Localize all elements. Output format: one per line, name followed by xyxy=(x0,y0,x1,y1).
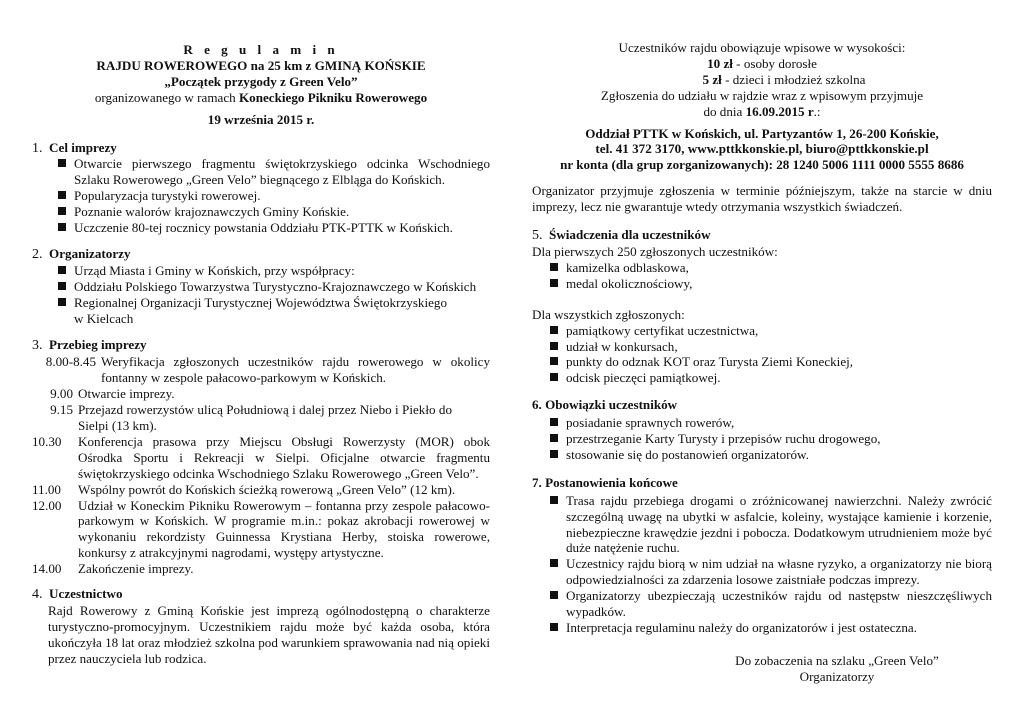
square-bullet-icon xyxy=(550,450,558,458)
list-item: Uczczenie 80-tej rocznicy powstania Oddziału PTK-PTTK w Końskich. xyxy=(58,220,490,236)
schedule-text: Przejazd rowerzystów ulicą Południową i dalej przez Niebo i Piekło do Sielpi (13 km). xyxy=(78,402,452,434)
left-column xyxy=(32,0,490,667)
list-item: Organizatorzy ubezpieczają uczestników rajdu od następstw nieszczęśliwych wypadków. xyxy=(550,588,992,620)
section-1 xyxy=(32,140,490,236)
closing-signature: Organizatorzy xyxy=(799,668,875,684)
list-item: Trasa rajdu przebiega drogami o zróżnicowanej nawierzchni. Należy zwrócić szczególną uwagę na ubytki w asfalcie, koleiny, wystające kamienie i korzenie, niebezpieczne krawędzie jezdni i pobocza. Dodatkowym utrudnieniem może być duże natężenie ruchu. xyxy=(550,493,992,557)
schedule-time: 9.00 xyxy=(50,386,73,402)
square-bullet-icon xyxy=(550,326,558,334)
fee-adult-label: - osoby dorosłe xyxy=(732,55,817,71)
closing-line-1: Do zobaczenia na szlaku „Green Velo” xyxy=(735,652,939,668)
list-item: kamizelka odblaskowa, xyxy=(550,260,992,276)
square-bullet-icon xyxy=(550,342,558,350)
schedule-text: Zakończenie imprezy. xyxy=(78,561,194,577)
square-bullet-icon xyxy=(58,223,66,231)
square-bullet-icon xyxy=(58,298,66,306)
schedule-time: 14.00 xyxy=(32,561,62,577)
section-5-title: Świadczenia dla uczestników xyxy=(549,227,711,243)
all-participants-intro: Dla wszystkich zgłoszonych: xyxy=(532,306,685,322)
list-item: przestrzeganie Karty Turysty i przepisów ruchu drogowego, xyxy=(550,431,992,447)
square-bullet-icon xyxy=(58,282,66,290)
list-item: stosowanie się do postanowień organizatorów. xyxy=(550,447,992,463)
square-bullet-icon xyxy=(550,623,558,631)
fee-child-label: - dzieci i młodzież szkolna xyxy=(721,71,866,87)
list-item: Regionalnej Organizacji Turystycznej Województwa Świętokrzyskiego xyxy=(58,295,490,311)
section-3-number: 3. xyxy=(32,337,43,353)
section-3-title: Przebieg imprezy xyxy=(49,336,147,352)
schedule-row xyxy=(32,386,490,402)
header-line-3-bold: Koneckiego Pikniku Rowerowego xyxy=(238,89,428,105)
section-5 xyxy=(532,227,992,386)
registration-line-2: do dnia 16.09.2015 r.: xyxy=(703,103,821,119)
square-bullet-icon xyxy=(58,266,66,274)
section-2-heading xyxy=(32,246,490,263)
section-5-heading xyxy=(532,227,992,244)
schedule-row xyxy=(32,354,490,386)
section-2 xyxy=(32,246,490,327)
office-contact: tel. 41 372 3170, www.pttkkonskie.pl, biuro@pttkkonskie.pl xyxy=(595,141,929,157)
fees-block xyxy=(532,40,992,173)
closing xyxy=(532,653,992,685)
fee-adult xyxy=(532,56,992,72)
header-line-1: RAJDU ROWEROWEGO na 25 km z GMINĄ KOŃSKIE xyxy=(96,57,426,73)
section-2-number: 2. xyxy=(32,246,43,262)
schedule-time: 8.00-8.45 xyxy=(45,354,96,370)
section-1-title: Cel imprezy xyxy=(49,139,117,155)
list-item: posiadanie sprawnych rowerów, xyxy=(550,415,992,431)
section-3-heading xyxy=(32,337,490,354)
schedule-text: Wspólny powrót do Końskich ścieżką rowerową „Green Velo” (12 km). xyxy=(78,481,456,497)
registration-line-1: Zgłoszenia do udziału w rajdzie wraz z wpisowym przyjmuje xyxy=(600,87,924,103)
square-bullet-icon xyxy=(550,559,558,567)
list-item: Interpretacja regulaminu należy do organizatorów i jest ostateczna. xyxy=(550,620,992,636)
square-bullet-icon xyxy=(550,496,558,504)
section-4-title: Uczestnictwo xyxy=(49,586,123,602)
header-line-3-prefix: organizowanego w ramach xyxy=(94,89,239,105)
header-line-3 xyxy=(32,90,490,106)
schedule-text: Konferencja prasowa przy Miejscu Obsługi Rowerzysty (MOR) obok Ośrodka Sportu i Rekreacji w Sielpi. Oficjalne otwarcie fragmentu świętokrzyskiego odcinka Wschodniego Szlaku Rowerowego „Green Velo”. xyxy=(78,433,490,481)
schedule-time: 12.00 xyxy=(32,497,62,513)
fees-intro: Uczestników rajdu obowiązuje wpisowe w wysokości: xyxy=(618,40,906,55)
section-4-text: Rajd Rowerowy z Gminą Końskie jest imprezą ogólnodostępną o charakterze turystyczno-promocyjnym. Uczestnikiem rajdu może być każda osoba, która ukończyła 18 lat oraz młodzież szkolna pod warunkiem sprawowania nad nią opieki przez nauczyciela lub rodzica. xyxy=(48,603,490,666)
square-bullet-icon xyxy=(550,418,558,426)
fee-adult-amount: 10 zł xyxy=(707,55,733,71)
late-registration-note: Organizator przyjmuje zgłoszenia w terminie późniejszym, także na starcie w dniu imprezy, lecz nie gwarantuje wtedy otrzymania wszystkich świadczeń. xyxy=(532,183,992,215)
schedule-time: 9.15 xyxy=(50,402,73,418)
section-7 xyxy=(532,475,992,636)
header-line-2: „Początek przygody z Green Velo” xyxy=(164,73,358,89)
list-item: Oddziału Polskiego Towarzystwa Turystyczno-Krajoznawczego w Końskich xyxy=(58,279,490,295)
schedule-row xyxy=(32,482,490,498)
square-bullet-icon xyxy=(550,434,558,442)
document-title: R e g u l a m i n xyxy=(183,42,339,57)
list-item: udział w konkursach, xyxy=(550,339,992,355)
square-bullet-icon xyxy=(58,191,66,199)
list-item: pamiątkowy certyfikat uczestnictwa, xyxy=(550,323,992,339)
list-item: punkty do odznak KOT oraz Turysta Ziemi Koneckiej, xyxy=(550,354,992,370)
square-bullet-icon xyxy=(550,373,558,381)
section-5-number: 5. xyxy=(532,228,543,244)
list-item: odcisk pieczęci pamiątkowej. xyxy=(550,370,992,386)
section-7-title: 7. Postanowienia końcowe xyxy=(532,474,678,490)
list-item: medal okolicznościowy, xyxy=(550,276,992,292)
event-date: 19 września 2015 r. xyxy=(207,111,315,127)
list-item-continuation: w Kielcach xyxy=(74,310,134,326)
bank-account: nr konta (dla grup zorganizowanych): 28 1240 5006 1111 0000 5555 8686 xyxy=(560,157,964,173)
first-participants-intro: Dla pierwszych 250 zgłoszonych uczestników: xyxy=(532,243,778,259)
schedule-text: Udział w Koneckim Pikniku Rowerowym – fontanna przy zespole pałacowo-parkowym w Końskich. W programie m.in.: pokaz akrobacji rowerowej w wykonaniu rekordzisty Guinnessa Krystiana Herby, stoiska rowerowe, konkursy z atrakcyjnymi nagrodami, występy artystyczne. xyxy=(78,497,490,561)
office-address: Oddział PTTK w Końskich, ul. Partyzantów 1, 26-200 Końskie, xyxy=(585,125,939,141)
square-bullet-icon xyxy=(550,263,558,271)
section-2-title: Organizatorzy xyxy=(49,245,131,261)
list-item: Poznanie walorów krajoznawczych Gminy Końskie. xyxy=(58,204,490,220)
right-column xyxy=(532,0,992,685)
square-bullet-icon xyxy=(58,159,66,167)
list-item: Popularyzacja turystyki rowerowej. xyxy=(58,188,490,204)
section-1-number: 1. xyxy=(32,140,43,156)
schedule-row xyxy=(32,402,490,434)
schedule-row xyxy=(32,498,490,562)
schedule-time: 11.00 xyxy=(32,481,61,497)
schedule-row xyxy=(32,561,490,577)
document-header xyxy=(32,42,490,128)
schedule-time: 10.30 xyxy=(32,433,62,449)
list-item: Uczestnicy rajdu biorą w nim udział na własne ryzyko, a organizatorzy nie biorą odpowiedzialności za zdarzenia losowe zaistniałe podczas imprezy. xyxy=(550,556,992,588)
registration-deadline: 16.09.2015 r xyxy=(745,103,814,119)
schedule-text: Weryfikacja zgłoszonych uczestników rajdu rowerowego w okolicy fontanny w zespole pałacowo-parkowym w Końskich. xyxy=(101,354,490,386)
list-item: Otwarcie pierwszego fragmentu świętokrzyskiego odcinka Wschodniego Szlaku Rowerowego „Green Velo” biegnącego z Elbląga do Końskich. xyxy=(58,156,490,188)
square-bullet-icon xyxy=(550,591,558,599)
schedule-text: Otwarcie imprezy. xyxy=(78,386,175,402)
section-6-title: 6. Obowiązki uczestników xyxy=(532,397,678,413)
section-3 xyxy=(32,337,490,578)
section-4-number: 4. xyxy=(32,587,43,603)
section-4-heading xyxy=(32,586,490,603)
square-bullet-icon xyxy=(550,357,558,365)
section-4 xyxy=(32,586,490,667)
schedule-row xyxy=(32,434,490,482)
list-item: Urząd Miasta i Gminy w Końskich, przy współpracy: xyxy=(58,263,490,279)
square-bullet-icon xyxy=(58,207,66,215)
section-6 xyxy=(532,397,992,463)
fee-child xyxy=(532,72,992,88)
fee-child-amount: 5 zł xyxy=(702,71,722,87)
square-bullet-icon xyxy=(550,279,558,287)
section-1-heading xyxy=(32,140,490,157)
